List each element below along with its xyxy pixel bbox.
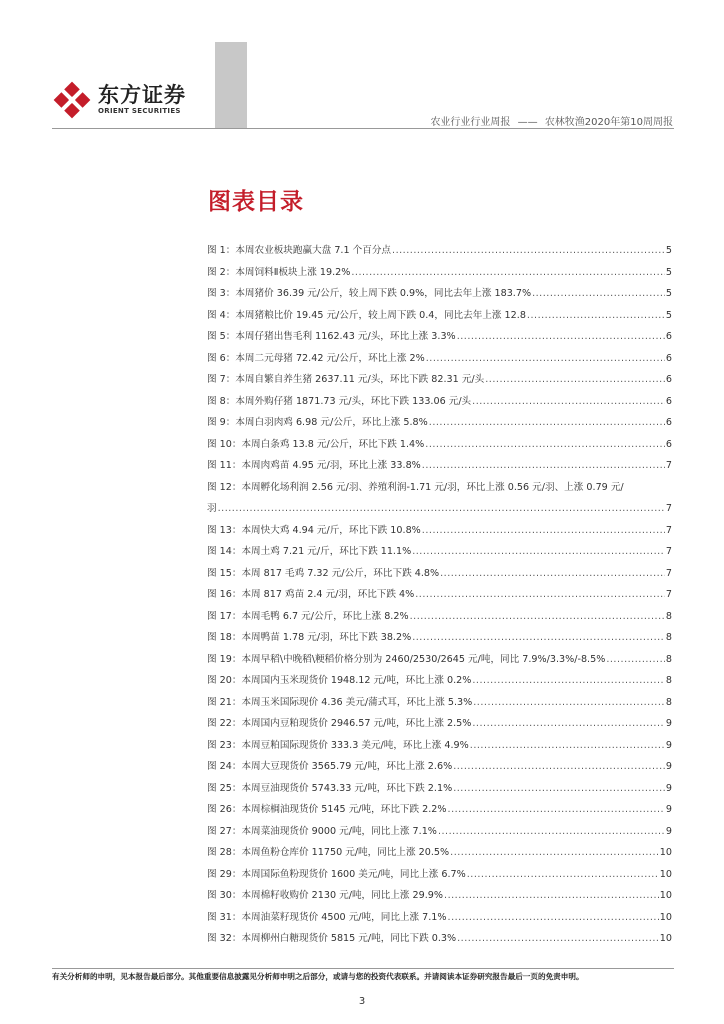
toc-leader-dots (472, 717, 665, 731)
toc-leader-dots (410, 610, 665, 624)
toc-leader-dots (422, 459, 665, 473)
toc-leader-dots (440, 567, 665, 581)
toc-leader-dots (412, 545, 665, 559)
toc-leader-dots (218, 502, 665, 516)
toc-entry-text: 图 11：本周肉鸡苗 4.95 元/羽，环比上涨 33.8% (207, 460, 421, 471)
toc-entry[interactable] (207, 373, 672, 395)
toc-entry[interactable] (207, 244, 672, 266)
toc-entry-text: 图 24：本周大豆现货价 3565.79 元/吨，环比上涨 2.6% (207, 761, 453, 772)
toc-entry-text: 图 31：本周油菜籽现货价 4500 元/吨，同比上涨 7.1% (207, 911, 447, 923)
toc-entry[interactable] (207, 352, 672, 374)
toc-leader-dots (412, 631, 665, 645)
toc-entry-page: 6 (665, 395, 672, 407)
toc-title: 图表目录 (208, 189, 304, 215)
toc-entry[interactable] (207, 524, 672, 546)
toc-entry-text: 图 10：本周白条鸡 13.8 元/公斤，环比下跌 1.4% (207, 438, 425, 450)
toc-entry[interactable] (207, 868, 672, 890)
toc-entry-page: 9 (665, 718, 672, 729)
toc-entry-page: 6 (665, 374, 672, 385)
toc-leader-dots (473, 696, 665, 710)
toc-entry[interactable] (207, 266, 672, 288)
toc-entry[interactable] (207, 287, 672, 309)
toc-entry-text: 图 14：本周土鸡 7.21 元/斤，环比下跌 11.1% (207, 546, 412, 557)
orient-logo-icon (52, 80, 92, 120)
toc-entry-page: 8 (665, 696, 672, 708)
toc-entry-text: 图 21：本周玉米国际现价 4.36 美元/蒲式耳，环比上涨 5.3% (207, 696, 473, 708)
toc-leader-dots (532, 287, 665, 301)
toc-entry-page: 9 (665, 739, 672, 751)
toc-entry-page: 7 (665, 589, 672, 600)
toc-entry-page: 9 (665, 804, 672, 815)
toc-entry[interactable] (207, 309, 672, 331)
toc-entry-text: 图 20：本周国内玉米现货价 1948.12 元/吨，环比上涨 0.2% (207, 675, 472, 686)
toc-entry-text: 图 19：本周早稻\中晚稻\粳稻价格分别为 2460/2530/2645 元/吨，同比 7.9%/3.3%/-8.5% (207, 653, 606, 665)
toc-entry[interactable] (207, 330, 672, 352)
toc-entry-text: 图 28：本周鱼粉仓库价 11750 元/吨，同比上涨 20.5% (207, 847, 450, 858)
toc-leader-dots (527, 309, 665, 323)
toc-entry-page: 6 (665, 352, 672, 364)
toc-leader-dots (472, 674, 665, 688)
toc-entry-text: 图 32：本周柳州白糖现货价 5815 元/吨，同比下跌 0.3% (207, 933, 457, 944)
toc-entry-page: 9 (665, 825, 672, 837)
toc-entry[interactable] (207, 631, 672, 653)
toc-entry[interactable] (207, 438, 672, 460)
toc-entry-page: 10 (659, 847, 672, 858)
toc-entry[interactable] (207, 825, 672, 847)
toc-entry-text: 图 26：本周棕榈油现货价 5145 元/吨，环比下跌 2.2% (207, 804, 447, 815)
toc-leader-dots (472, 395, 665, 409)
toc-entry[interactable] (207, 610, 672, 632)
toc-entry-text: 图 30：本周棉籽收购价 2130 元/吨，同比上涨 29.9% (207, 890, 444, 901)
report-type: 农业行业行业周报 (430, 117, 511, 128)
toc-entry[interactable] (207, 739, 672, 761)
toc-entry-text: 图 9：本周白羽肉鸡 6.98 元/公斤，环比上涨 5.8% (207, 417, 428, 428)
toc-entry[interactable] (207, 653, 672, 675)
orient-securities-logo (52, 80, 186, 120)
toc-entry-text: 图 5：本周仔猪出售毛利 1162.43 元/头，环比上涨 3.3% (207, 331, 456, 342)
toc-entry-page: 9 (665, 782, 672, 794)
toc-leader-dots (425, 438, 665, 452)
toc-leader-dots (415, 588, 665, 602)
toc-leader-dots (426, 352, 665, 366)
toc-entry[interactable] (207, 932, 672, 954)
toc-leader-dots (448, 911, 659, 925)
toc-leader-dots (467, 868, 659, 882)
toc-entry-text: 图 4：本周猪粮比价 19.45 元/公斤，较上周下跌 0.4，同比去年上涨 12.8 (207, 309, 526, 321)
toc-entry[interactable] (207, 717, 672, 739)
toc-entry-page: 10 (659, 911, 672, 923)
toc-entry-page: 10 (659, 890, 672, 901)
toc-leader-dots (444, 889, 659, 903)
toc-entry[interactable] (207, 803, 672, 825)
toc-leader-dots (453, 760, 665, 774)
report-header-title (430, 113, 673, 128)
toc-leader-dots (485, 373, 665, 387)
footer-rule (52, 968, 674, 969)
toc-leader-dots (453, 782, 665, 796)
toc-leader-dots (450, 846, 659, 860)
toc-entry-text: 图 15：本周 817 毛鸡 7.32 元/公斤，环比下跌 4.8% (207, 567, 440, 579)
toc-leader-dots (429, 416, 665, 430)
toc-leader-dots (438, 825, 665, 839)
toc-entry-page: 8 (665, 610, 672, 622)
report-title: 农林牧渔2020年第10周周报 (544, 117, 673, 128)
toc-entry[interactable] (207, 889, 672, 911)
toc-entry-page: 6 (665, 438, 672, 450)
toc-entry[interactable] (207, 760, 672, 782)
toc-entry-page: 8 (665, 675, 672, 686)
toc-entry-text: 图 22：本周国内豆粕现货价 2946.57 元/吨，环比上涨 2.5% (207, 718, 472, 729)
toc-entry[interactable] (207, 416, 672, 438)
toc-leader-dots (448, 803, 665, 817)
toc-entry-page: 5 (665, 288, 672, 299)
toc-entry-page: 7 (665, 567, 672, 579)
toc-entry[interactable] (207, 782, 672, 804)
header-dash: —— (517, 117, 538, 128)
toc-entry-page: 7 (665, 503, 672, 514)
toc-entry-text: 图 2：本周饲料Ⅱ板块上涨 19.2% (207, 266, 351, 278)
toc-entry-text: 图 25：本周豆油现货价 5743.33 元/吨，环比下跌 2.1% (207, 782, 453, 794)
logo-english-name: ORIENT SECURITIES (98, 107, 181, 115)
toc-entry-text: 图 3：本周猪价 36.39 元/公斤，较上周下跌 0.9%，同比去年上涨 183.7% (207, 288, 532, 299)
toc-entry[interactable] (207, 459, 672, 481)
toc-entry[interactable] (207, 545, 672, 567)
toc-entry-text: 图 18：本周鸭苗 1.78 元/羽，环比下跌 38.2% (207, 632, 412, 643)
toc-entry-text: 图 6：本周二元母猪 72.42 元/公斤，环比上涨 2% (207, 352, 425, 364)
toc-entry[interactable] (207, 502, 672, 524)
toc-list (207, 244, 672, 954)
toc-entry-page: 6 (665, 331, 672, 342)
toc-entry-page: 10 (659, 868, 672, 880)
toc-entry-text: 图 13：本周快大鸡 4.94 元/斤，环比下跌 10.8% (207, 524, 421, 536)
toc-entry-text: 图 23：本周豆粕国际现货价 333.3 美元/吨，环比上涨 4.9% (207, 739, 469, 751)
toc-leader-dots (606, 653, 665, 667)
toc-leader-dots (392, 244, 665, 258)
toc-entry[interactable] (207, 696, 672, 718)
toc-entry-text: 图 29：本周国际鱼粉现货价 1600 美元/吨，同比上涨 6.7% (207, 868, 466, 880)
toc-entry-text: 图 1：本周农业板块跑赢大盘 7.1 个百分点 (207, 245, 392, 256)
toc-leader-dots (422, 524, 665, 538)
page-number: 3 (358, 996, 366, 1007)
toc-leader-dots (470, 739, 665, 753)
toc-entry-text: 图 7：本周自繁自养生猪 2637.11 元/头，环比下跌 82.31 元/头 (207, 374, 485, 385)
toc-entry[interactable] (207, 395, 672, 417)
toc-entry-page: 10 (659, 933, 672, 944)
header-gray-block (215, 42, 247, 128)
toc-entry-text: 图 16：本周 817 鸡苗 2.4 元/羽，环比下跌 4% (207, 589, 415, 600)
toc-entry[interactable] (207, 588, 672, 610)
toc-entry[interactable] (207, 911, 672, 933)
toc-entry-page: 5 (665, 245, 672, 256)
toc-leader-dots (457, 932, 659, 946)
toc-entry-text: 图 8：本周外购仔猪 1871.73 元/头，环比下跌 133.06 元/头 (207, 395, 472, 407)
toc-entry-text: 图 27：本周菜油现货价 9000 元/吨，同比上涨 7.1% (207, 825, 437, 837)
toc-entry-page: 5 (665, 309, 672, 321)
toc-entry-page: 5 (665, 266, 672, 278)
toc-entry-text: 羽 (207, 503, 217, 514)
toc-entry-page: 8 (665, 653, 672, 665)
toc-entry-page: 7 (665, 460, 672, 471)
header-rule (52, 128, 674, 129)
logo-chinese-name: 东方证券 (98, 83, 186, 107)
toc-entry-page: 8 (665, 632, 672, 643)
toc-entry-page: 6 (665, 417, 672, 428)
toc-entry[interactable] (207, 481, 672, 503)
toc-leader-dots (351, 266, 665, 280)
toc-entry-page: 7 (665, 546, 672, 557)
toc-entry[interactable] (207, 846, 672, 868)
footer-disclaimer: 有关分析师的申明，见本报告最后部分。其他重要信息披露见分析师申明之后部分，或请与您的投资代表联系。并请阅读本证券研究报告最后一页的免责申明。 (52, 972, 584, 981)
toc-entry-page: 9 (665, 761, 672, 772)
toc-leader-dots (457, 330, 665, 344)
toc-entry-text: 图 17：本周毛鸭 6.7 元/公斤，环比上涨 8.2% (207, 610, 409, 622)
toc-entry[interactable] (207, 674, 672, 696)
toc-entry-page: 7 (665, 524, 672, 536)
toc-entry-text: 图 12：本周孵化场利润 2.56 元/羽、养殖利润-1.71 元/羽，环比上涨 0.56 元/羽、上涨 0.79 元/ (207, 481, 624, 493)
toc-entry[interactable] (207, 567, 672, 589)
